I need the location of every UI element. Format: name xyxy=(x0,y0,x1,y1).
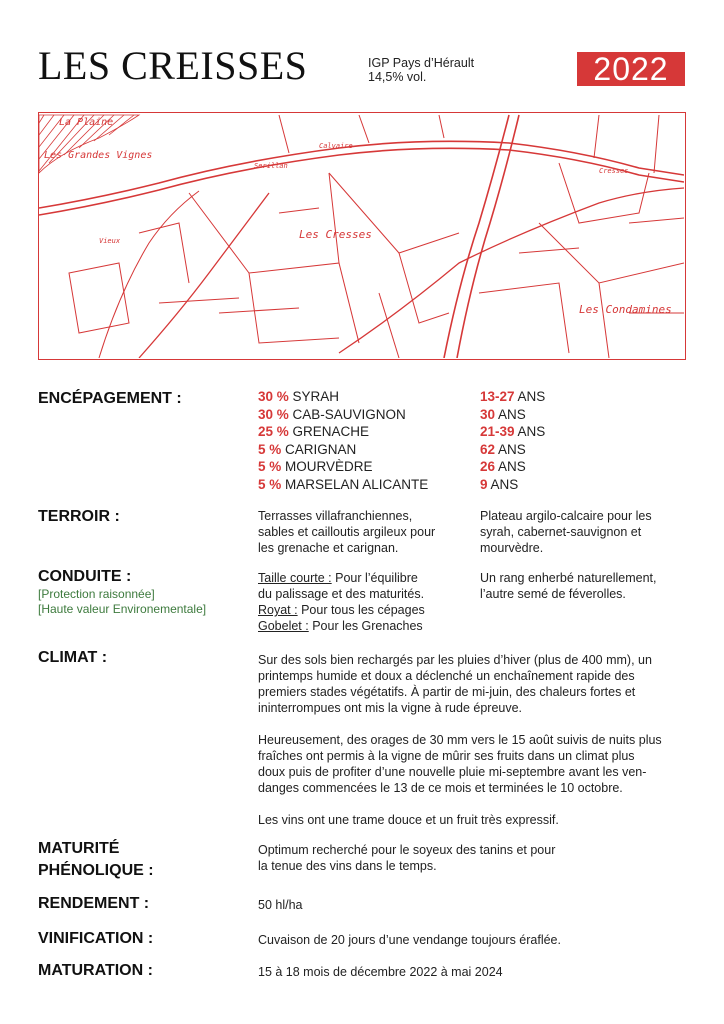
grape-row xyxy=(258,441,428,459)
text-line: Terrasses villafranchiennes, xyxy=(258,509,413,523)
grape-row xyxy=(258,406,428,424)
text-line: l’autre semé de féverolles. xyxy=(480,587,626,601)
text-line: les grenache et carignan. xyxy=(258,541,399,555)
text-line: du palissage et des maturités. xyxy=(258,587,425,601)
map-label-plaine: La Plaine xyxy=(59,117,114,128)
grape-row xyxy=(258,423,428,441)
vine-age-value: 9 xyxy=(480,476,488,492)
vine-age-row xyxy=(480,406,545,424)
text-line: Les vins ont une trame douce et un fruit très expressif. xyxy=(258,813,559,827)
vine-age-list xyxy=(480,388,545,493)
vinification-label: VINIFICATION : xyxy=(38,930,154,947)
vine-age-value: 13-27 xyxy=(480,389,515,404)
maturation-label: MATURATION : xyxy=(38,962,153,979)
cadastral-map-drawing xyxy=(39,113,684,358)
rendement-value: 50 hl/ha xyxy=(258,898,303,912)
vine-age-unit: ANS xyxy=(514,389,546,404)
text-line xyxy=(258,570,425,586)
map-label-cresses-road: Cresses xyxy=(599,167,629,175)
grape-pct: 5 % xyxy=(258,476,282,492)
encepagement-label: ENCÉPAGEMENT : xyxy=(38,390,182,407)
text-line: doux puis de profiter d’une nouvelle pluie mi-septembre avant les ven- xyxy=(258,765,647,779)
grape-pct: 30 % xyxy=(258,389,289,404)
igp-info xyxy=(368,56,474,84)
map-label-vieux: Vieux xyxy=(99,237,121,245)
text-line: syrah, cabernet-sauvignon et xyxy=(480,525,642,539)
climat-text xyxy=(258,652,662,828)
igp-label: IGP Pays d’Hérault xyxy=(368,56,475,70)
alcohol-label: 14,5% vol. xyxy=(368,70,427,84)
text-line: printemps humide et doux a déclenché un enchaînement rapide des xyxy=(258,669,635,683)
conduite-label: CONDUITE : xyxy=(38,568,132,585)
text-line: sables et cailloutis argileux pour xyxy=(258,525,436,539)
label-line: PHÉNOLIQUE : xyxy=(38,862,154,879)
vine-age-value: 30 xyxy=(480,406,496,422)
pruning-desc: Pour les Grenaches xyxy=(308,619,423,633)
map-label-condamines: Les Condamines xyxy=(579,303,672,316)
pruning-desc: Pour tous les cépages xyxy=(297,603,425,617)
text-line: Sur des sols bien rechargés par les pluies d’hiver (plus de 400 mm), un xyxy=(258,653,652,667)
grape-name: MOURVÈDRE xyxy=(281,459,373,474)
grape-pct: 5 % xyxy=(258,441,282,457)
conduite-sub-hve: [Haute valeur Environementale] xyxy=(38,602,207,616)
pruning-term: Taille courte : xyxy=(258,571,332,585)
maturation-value: 15 à 18 mois de décembre 2022 à mai 2024 xyxy=(258,965,503,979)
map-label-grandes-vignes: Les Grandes Vignes xyxy=(44,150,153,161)
grape-list xyxy=(258,388,428,493)
maturite-text xyxy=(258,842,555,874)
vine-age-unit: ANS xyxy=(495,441,526,457)
vinification-value: Cuvaison de 20 jours d’une vendange toujours éraflée. xyxy=(258,933,561,947)
grape-name: GRENACHE xyxy=(288,424,370,439)
grape-row xyxy=(258,388,428,406)
vine-age-row xyxy=(480,441,545,459)
grape-name: CAB-SAUVIGNON xyxy=(288,406,406,422)
vine-age-row xyxy=(480,388,545,406)
terroir-right-text xyxy=(480,508,652,556)
map-label-serillan: Serillan xyxy=(254,162,288,170)
vine-age-unit: ANS xyxy=(495,406,526,422)
label-line: MATURITÉ xyxy=(38,840,120,857)
pruning-term: Gobelet : xyxy=(258,619,309,633)
text-line: fraîches ont permis à la vigne de mûrir ses fruits dans un climat plus xyxy=(258,749,635,763)
rendement-label: RENDEMENT : xyxy=(38,895,150,912)
text-line: ininterrompues ont mis la vigne à rude épreuve. xyxy=(258,701,523,715)
terroir-left-text xyxy=(258,508,435,556)
vine-age-unit: ANS xyxy=(514,424,546,439)
text-line: premiers stades végétatifs. À partir de mi-juin, des chaleurs fortes et xyxy=(258,685,636,699)
text-line: la tenue des vins dans le temps. xyxy=(258,859,437,873)
vine-age-value: 21-39 xyxy=(480,424,515,439)
vintage-badge: 2022 xyxy=(577,52,685,86)
grape-name: SYRAH xyxy=(288,389,340,404)
conduite-right-text xyxy=(480,570,657,602)
vine-age-value: 26 xyxy=(480,459,496,474)
text-line xyxy=(258,602,425,618)
text-line xyxy=(258,618,425,634)
vine-age-unit: ANS xyxy=(495,459,526,474)
pruning-desc: Pour l’équilibre xyxy=(331,571,418,585)
text-line: Heureusement, des orages de 30 mm vers le 15 août suivis de nuits plus xyxy=(258,733,662,747)
text-line: danges commencées le 13 de ce mois et terminées le 10 octobre. xyxy=(258,781,623,795)
maturite-label xyxy=(38,838,154,882)
conduite-left-text xyxy=(258,570,425,634)
pruning-term: Royat : xyxy=(258,603,298,617)
wine-title: LES CREISSES xyxy=(38,43,308,88)
grape-row xyxy=(258,458,428,476)
text-line: Plateau argilo-calcaire pour les xyxy=(480,509,652,523)
text-line: Optimum recherché pour le soyeux des tanins et pour xyxy=(258,843,556,857)
grape-pct: 30 % xyxy=(258,406,289,422)
vine-age-row xyxy=(480,423,545,441)
vine-age-row xyxy=(480,476,545,494)
vine-age-row xyxy=(480,458,545,476)
climat-label: CLIMAT : xyxy=(38,649,108,666)
cadastral-map xyxy=(38,112,686,360)
terroir-label: TERROIR : xyxy=(38,508,120,525)
text-line: mourvèdre. xyxy=(480,541,544,555)
grape-name: CARIGNAN xyxy=(281,441,357,457)
grape-row xyxy=(258,476,428,494)
grape-name: MARSELAN ALICANTE xyxy=(281,476,429,492)
grape-pct: 25 % xyxy=(258,424,289,439)
vine-age-value: 62 xyxy=(480,441,496,457)
conduite-sub-protection: [Protection raisonnée] xyxy=(38,587,155,601)
vine-age-unit: ANS xyxy=(487,476,519,492)
map-label-calvaire: Calvaire xyxy=(319,142,353,150)
map-label-les-cresses: Les Cresses xyxy=(299,228,372,241)
text-line: Un rang enherbé naturellement, xyxy=(480,571,657,585)
grape-pct: 5 % xyxy=(258,459,282,474)
